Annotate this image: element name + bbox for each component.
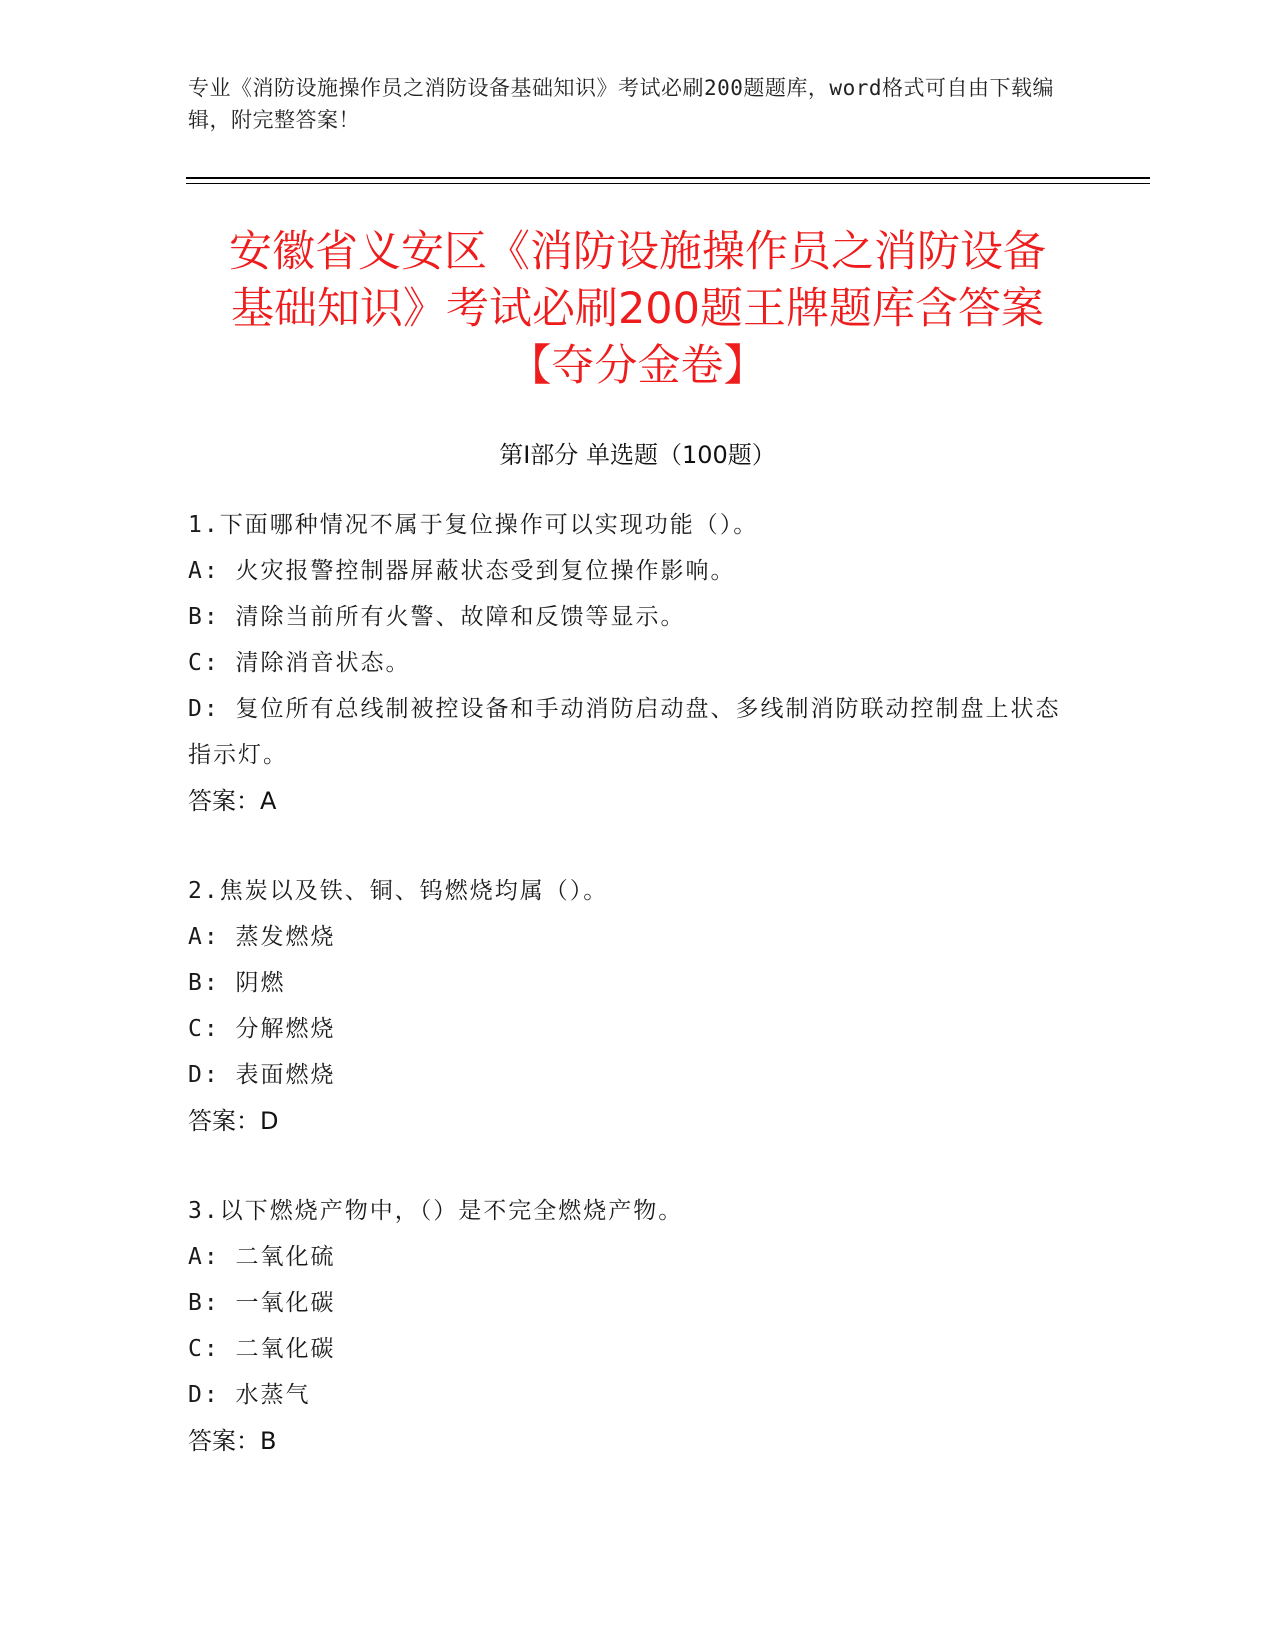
option-d: D: 复位所有总线制被控设备和手动消防启动盘、多线制消防联动控制盘上状态指示灯。 xyxy=(188,696,1061,768)
question-1 xyxy=(188,502,1068,824)
answer-line: 答案：A xyxy=(188,787,277,815)
header-divider-thin xyxy=(186,183,1150,184)
option-c: C: 二氧化碳 xyxy=(188,1336,336,1362)
title-line-1: 安徽省义安区《消防设施操作员之消防设备 xyxy=(229,227,1046,277)
header-divider-thick xyxy=(186,177,1150,179)
option-b: B: 阴燃 xyxy=(188,970,286,996)
answer-line: 答案：B xyxy=(188,1427,277,1455)
header-note: 专业《消防设施操作员之消防设备基础知识》考试必刷200题题库，word格式可自由下载编辑，附完整答案！ xyxy=(188,76,1054,132)
title-line-3: 【夺分金卷】 xyxy=(508,341,767,391)
option-d: D: 水蒸气 xyxy=(188,1382,311,1408)
document-title xyxy=(140,224,1135,395)
answer-line: 答案：D xyxy=(188,1107,279,1135)
option-a: A: 蒸发燃烧 xyxy=(188,924,336,950)
question-3 xyxy=(188,1188,1068,1464)
option-b: B: 清除当前所有火警、故障和反馈等显示。 xyxy=(188,604,686,630)
question-2 xyxy=(188,868,1068,1144)
option-d: D: 表面燃烧 xyxy=(188,1062,336,1088)
section-heading: 第I部分 单选题（100题） xyxy=(499,441,776,469)
option-c: C: 分解燃烧 xyxy=(188,1016,336,1042)
question-stem: 3.以下燃烧产物中，（）是不完全燃烧产物。 xyxy=(188,1198,684,1224)
title-line-2: 基础知识》考试必刷200题王牌题库含答案 xyxy=(230,284,1045,334)
question-stem: 1.下面哪种情况不属于复位操作可以实现功能（）。 xyxy=(188,512,759,538)
question-stem: 2.焦炭以及铁、铜、钨燃烧均属（）。 xyxy=(188,878,609,904)
option-c: C: 清除消音状态。 xyxy=(188,650,411,676)
option-a: A: 火灾报警控制器屏蔽状态受到复位操作影响。 xyxy=(188,558,736,584)
option-b: B: 一氧化碳 xyxy=(188,1290,336,1316)
option-a: A: 二氧化硫 xyxy=(188,1244,336,1270)
